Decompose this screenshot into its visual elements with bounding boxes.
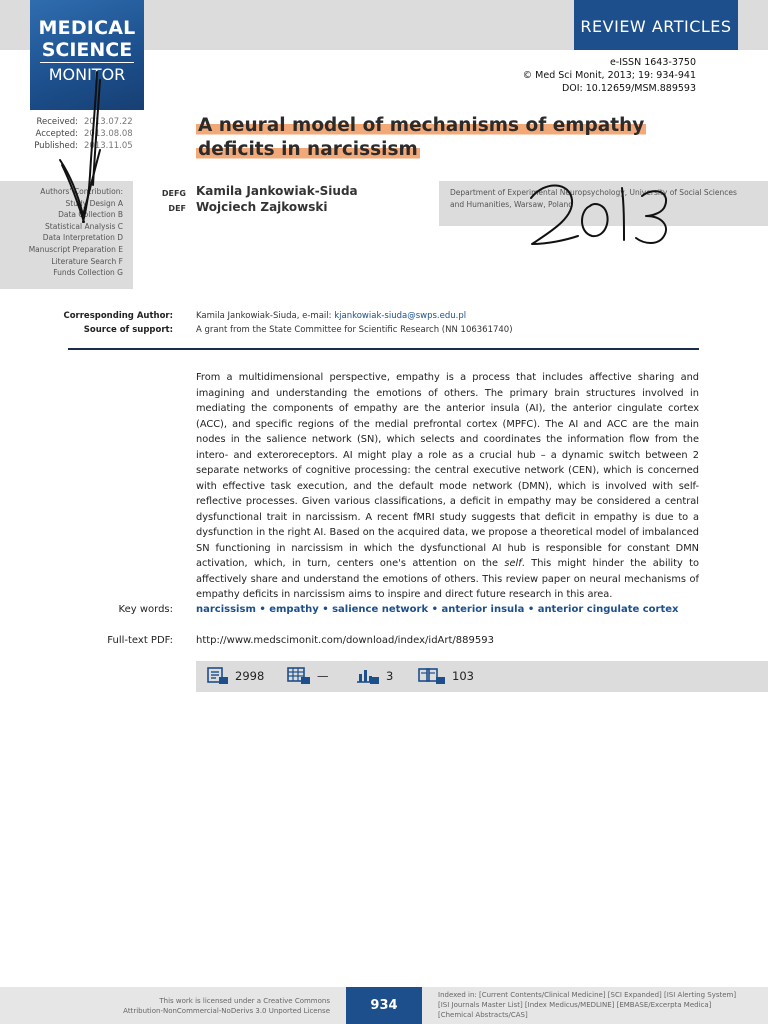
contribution-label: Authors' Contribution: <box>40 187 123 196</box>
author-code: DEF <box>168 204 186 213</box>
divider <box>68 348 699 350</box>
corresponding-author <box>196 311 466 321</box>
stat-words <box>207 667 264 685</box>
keywords: narcissism • empathy • salience network • anterior insula • anterior cingulate cortex <box>196 604 679 615</box>
corresponding-name: Kamila Jankowiak-Siuda, e-mail: <box>196 311 335 321</box>
stat-figures <box>356 667 393 685</box>
abstract-emphasis: self <box>504 558 522 569</box>
contribution-label: Statistical Analysis C <box>45 221 123 231</box>
date-published: Published: 2013.11.05 <box>34 141 133 151</box>
title-line2: deficits in narcissism <box>198 139 418 160</box>
author-code: DEFG <box>161 189 186 198</box>
stat-references <box>418 667 474 685</box>
author-name: Kamila Jankowiak-Siuda <box>196 184 358 198</box>
abstract-text: . This might hinder the ability to affectively share and understand the emotions of others. This review paper on neural mechanisms of empathy deficits in narcissism aims to inspire and direct future research in this area. <box>196 558 699 600</box>
affiliation: Department of Experimental Neuropsychology, University of Social Sciences and Humanities, Warsaw, Poland <box>450 188 737 209</box>
license <box>100 996 330 1016</box>
citation: © Med Sci Monit, 2013; 19: 934-941 <box>522 70 696 81</box>
support-label: Source of support: <box>83 325 173 335</box>
stat-value: 103 <box>452 669 474 683</box>
contribution-label: Manuscript Preparation E <box>28 244 123 254</box>
date-accepted: Accepted: 2013.08.08 <box>35 129 133 139</box>
logo-line2: SCIENCE <box>41 39 133 61</box>
keywords-label: Key words: <box>118 604 173 615</box>
corresponding-label: Corresponding Author: <box>63 311 173 321</box>
index-line: Indexed in: [Current Contents/Clinical Medicine] [SCI Expanded] [ISI Alerting System] <box>438 991 737 999</box>
fulltext-link[interactable]: http://www.medscimonit.com/download/index/idArt/889593 <box>196 635 494 646</box>
dates-block <box>32 116 133 152</box>
abstract <box>196 370 699 603</box>
author-name: Wojciech Zajkowski <box>196 200 328 214</box>
index-line: [Chemical Abstracts/CAS] <box>438 1011 528 1019</box>
title-line1: A neural model of mechanisms of empathy <box>198 115 645 136</box>
author-list <box>196 183 358 215</box>
logo-line3: MONITOR <box>30 65 144 85</box>
license-line: This work is licensed under a Creative Commons <box>159 997 330 1005</box>
word-count-icon <box>207 667 229 685</box>
references-icon <box>418 667 446 685</box>
doi: DOI: 10.12659/MSM.889593 <box>561 83 696 94</box>
section-label: REVIEW ARTICLES <box>574 0 738 50</box>
stat-value: 3 <box>386 669 394 683</box>
contribution-legend <box>0 186 123 279</box>
contribution-label: Study Design A <box>65 198 123 208</box>
license-line: Attribution-NonCommercial-NoDerivs 3.0 Unported License <box>123 1007 330 1015</box>
stat-value: 2998 <box>235 669 265 683</box>
author-codes <box>150 186 186 216</box>
stat-tables <box>287 667 329 685</box>
contribution-label: Data Interpretation D <box>42 233 123 243</box>
contribution-label: Funds Collection G <box>53 268 123 278</box>
journal-logo <box>30 0 144 110</box>
fulltext-label: Full-text PDF: <box>107 635 173 646</box>
eissn: e-ISSN 1643-3750 <box>609 57 696 68</box>
citation-block <box>523 56 696 95</box>
article-title <box>196 114 676 162</box>
contribution-label: Literature Search F <box>51 256 123 266</box>
date-received: Received: 2013.07.22 <box>36 117 133 127</box>
stat-value: — <box>317 669 329 683</box>
email-link[interactable]: kjankowiak-siuda@swps.edu.pl <box>334 311 467 321</box>
contribution-label: Data Collection B <box>58 210 123 220</box>
indexing <box>438 990 758 1020</box>
page-number: 934 <box>346 987 422 1024</box>
logo-line1: MEDICAL <box>38 17 136 39</box>
tables-icon <box>287 667 311 685</box>
figures-icon <box>356 667 380 685</box>
abstract-text: From a multidimensional perspective, empathy is a process that includes affective sharing and imagining and understanding the emotions of others. The primary brain structures involved in mediating the components of empathy are the anterior insula (AI), the anterior cingulate cortex (ACC), and specific regions of the medial prefrontal cortex (MPFC). The AI and ACC are the main nodes in the salience network (SN), which selects and coordinates the information flow from the intero- and exteroreceptors. AI might play a role as a crucial hub – a dynamic switch between 2 separate networks of cognitive processing: the central executive network (CEN), which is concerned with effective task execution, and the default mode network (DMN), which is involved with self-reflective processes. Given various classifications, a deficit in empathy may be considered a central dysfunctional trait in narcissism. A recent fMRI study suggests that deficit in empathy is due to a dysfunction in the right AI. Based on the acquired data, we propose a theoretical model of imbalanced SN functioning in narcissism in which the dysfunctional AI hub is responsible for constant DMN activation, which, in turn, centers one's attention on the <box>196 372 699 569</box>
stats-bar <box>196 661 768 692</box>
index-line: [ISI Journals Master List] [Index Medicus/MEDLINE] [EMBASE/Excerpta Medica] <box>438 1001 712 1009</box>
support-text: A grant from the State Committee for Scientific Research (NN 106361740) <box>196 325 513 335</box>
